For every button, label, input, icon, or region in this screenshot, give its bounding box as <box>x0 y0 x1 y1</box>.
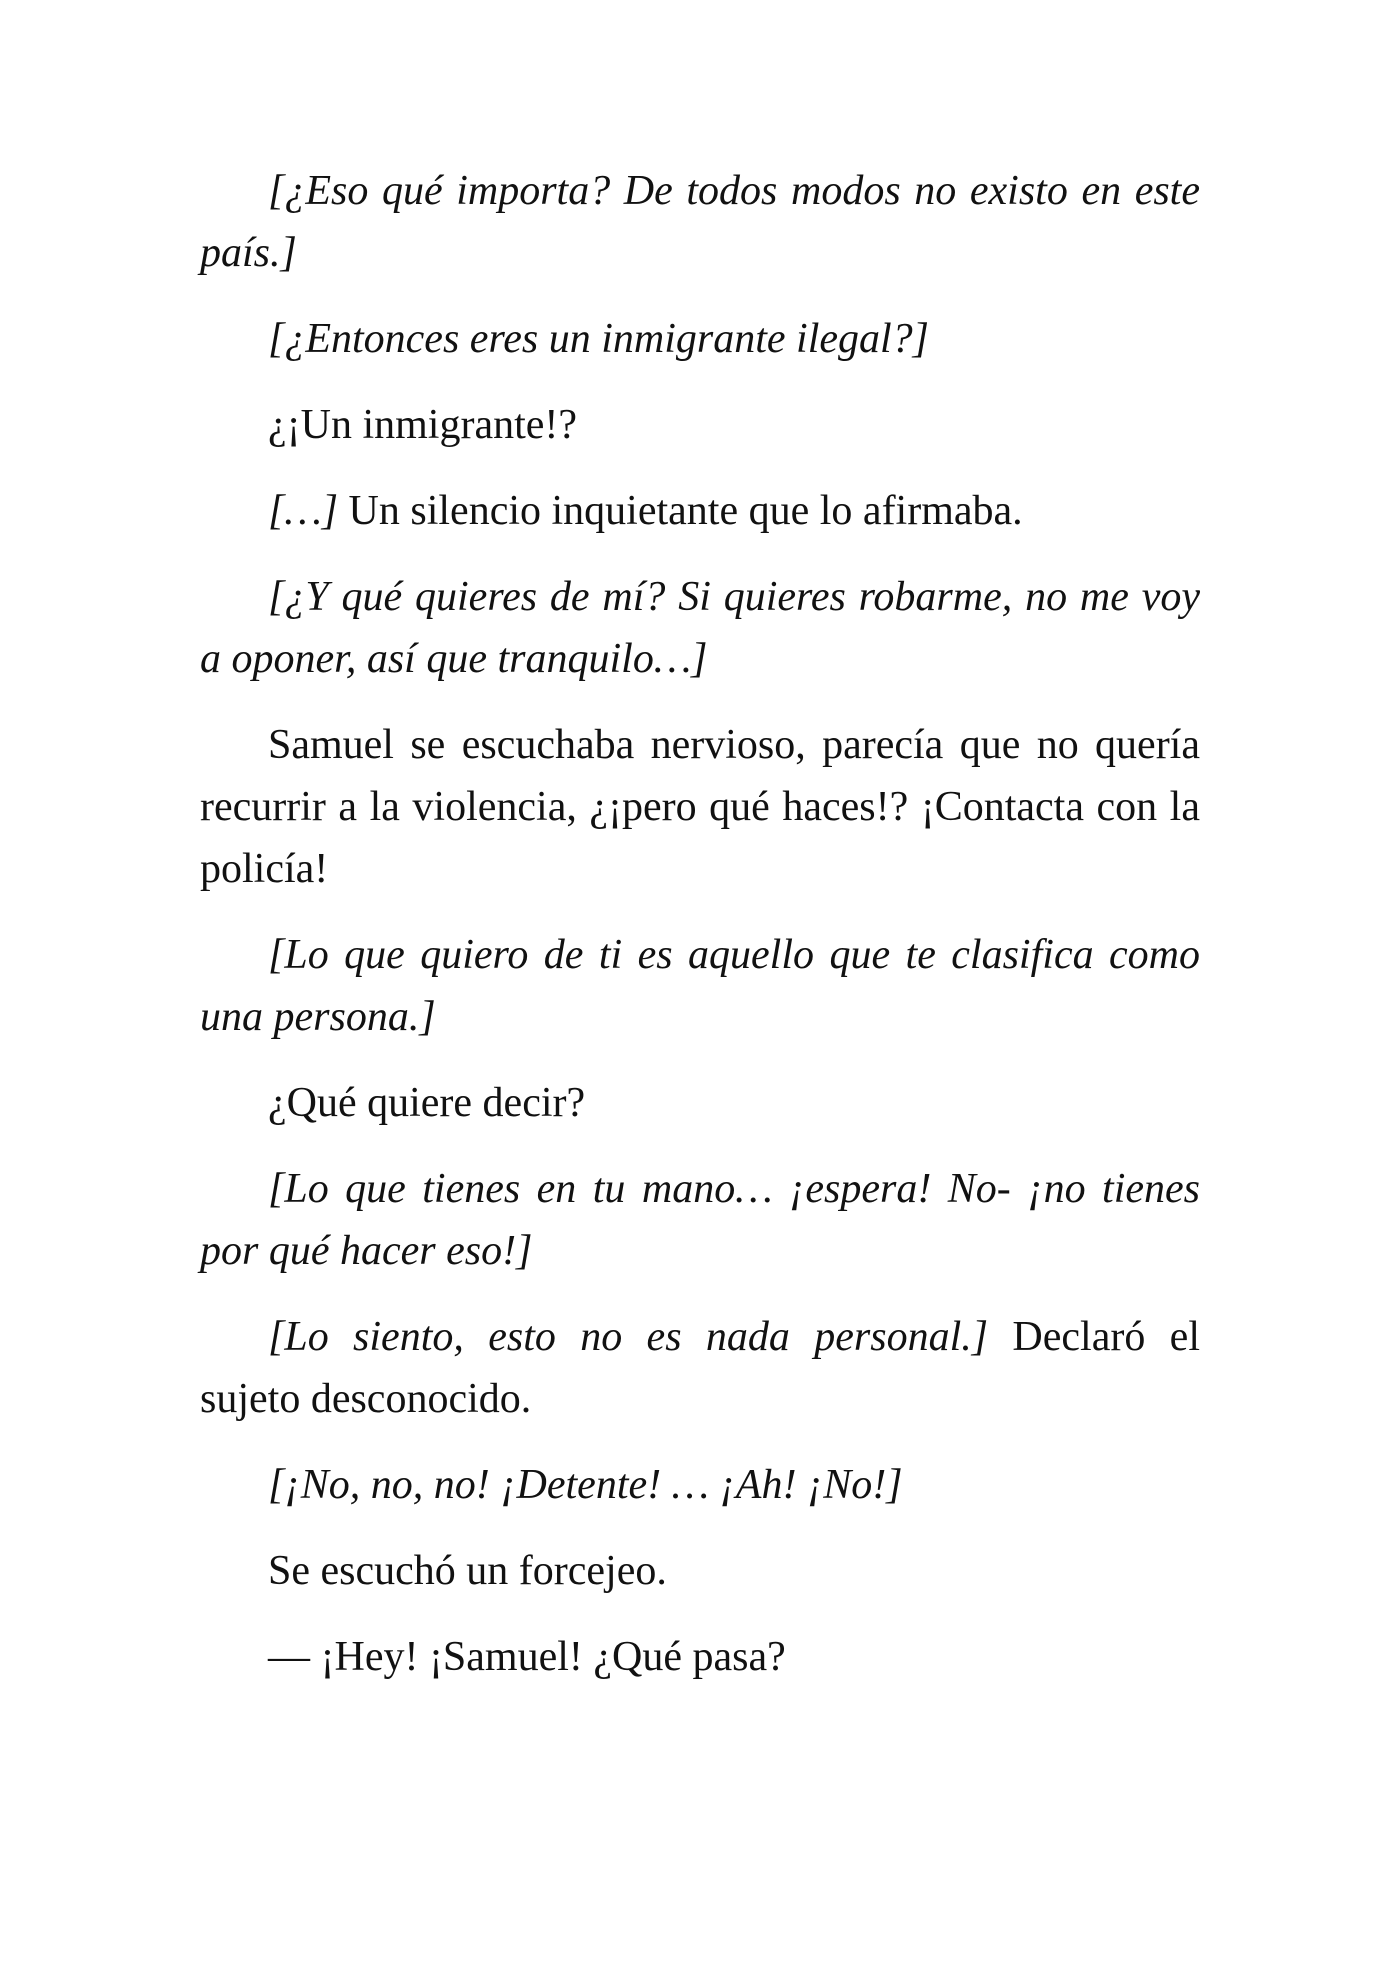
book-page <box>200 160 1200 1712</box>
paragraph <box>200 480 1200 542</box>
dialogue-italic: [¿Entonces eres un inmigrante ilegal?] <box>268 316 930 362</box>
paragraph <box>200 714 1200 900</box>
dialogue-italic: [Lo que tienes en tu mano… ¡espera! No- ¡no tienes por qué hacer eso!] <box>200 1166 1200 1274</box>
dialogue-italic: [Lo que quiero de ti es aquello que te clasifica como una persona.] <box>200 932 1200 1040</box>
paragraph <box>200 1072 1200 1134</box>
narration-text: ¿¡Un inmigrante!? <box>268 402 578 448</box>
narration-text: — ¡Hey! ¡Samuel! ¿Qué pasa? <box>268 1634 786 1680</box>
dialogue-italic: […] <box>268 488 339 534</box>
paragraph <box>200 1454 1200 1516</box>
dialogue-italic: [¡No, no, no! ¡Detente! … ¡Ah! ¡No!] <box>268 1462 903 1508</box>
paragraph <box>200 1158 1200 1282</box>
paragraph <box>200 1626 1200 1688</box>
dialogue-italic: [¿Y qué quieres de mí? Si quieres robarme, no me voy a oponer, así que tranquilo…] <box>200 574 1200 682</box>
paragraph <box>200 1540 1200 1602</box>
narration-text: ¿Qué quiere decir? <box>268 1080 586 1126</box>
narration-text: Se escuchó un forcejeo. <box>268 1548 667 1594</box>
narration-text: Declaró el sujeto desconocido. <box>200 1314 1200 1422</box>
paragraph <box>200 394 1200 456</box>
dialogue-italic: [Lo siento, esto no es nada personal.] <box>268 1314 989 1360</box>
narration-text: Samuel se escuchaba nervioso, parecía que no quería recurrir a la violencia, ¿¡pero qué haces!? ¡Contacta con la policía! <box>200 722 1200 892</box>
paragraph <box>200 308 1200 370</box>
paragraph <box>200 566 1200 690</box>
narration-text: Un silencio inquietante que lo afirmaba. <box>338 488 1023 534</box>
paragraph <box>200 924 1200 1048</box>
paragraph <box>200 1306 1200 1430</box>
paragraph <box>200 160 1200 284</box>
dialogue-italic: [¿Eso qué importa? De todos modos no existo en este país.] <box>200 168 1200 276</box>
